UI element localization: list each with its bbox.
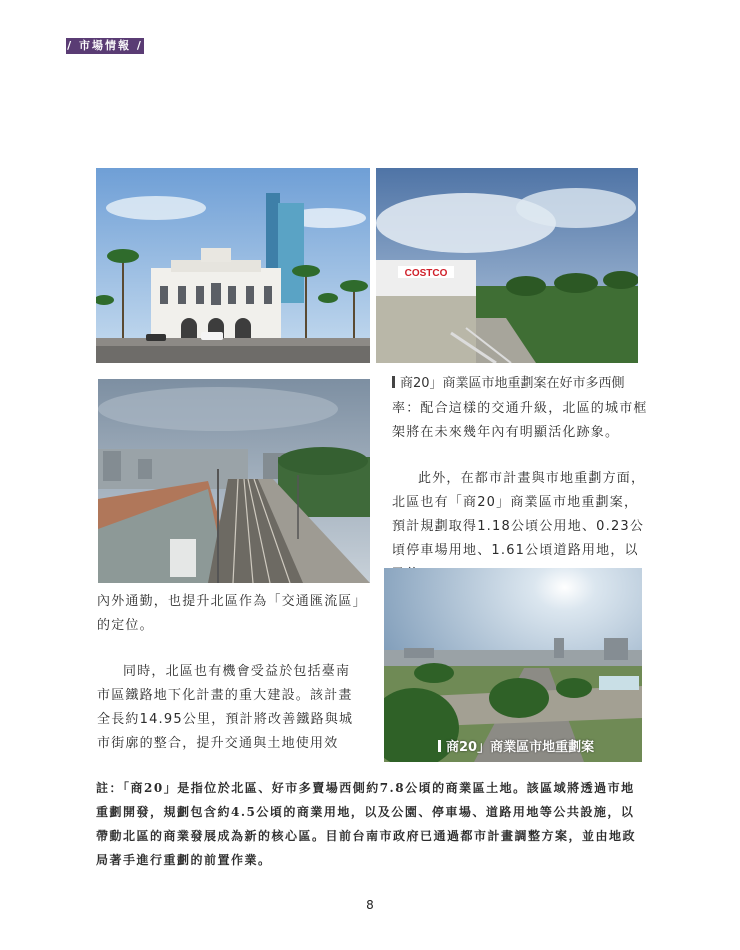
railway-photo — [98, 379, 370, 583]
page-number: 8 — [366, 898, 374, 912]
left-paragraph-2: 同時，北區也有機會受益於包括臺南市區鐵路地下化計畫的重大建設。該計畫全長約14.95公里，預計將改善鐵路與城市街廓的整合，提升交通與土地使用效 — [97, 664, 354, 751]
left-paragraph-1: 內外通勤，也提升北區作為「交通匯流區」的定位。 — [97, 594, 361, 633]
train-station-photo — [96, 168, 370, 363]
section-tag: / 市場情報 / — [67, 39, 143, 52]
costco-sign: COSTCO — [404, 268, 448, 279]
district-caption-text: 商20」商業區市地重劃案 — [446, 740, 595, 755]
district-caption — [438, 736, 594, 755]
caption-bar-icon — [438, 740, 441, 752]
district-photo — [384, 568, 642, 762]
costco-caption-text: 商20」商業區市地重劃案在好市多西側 — [400, 376, 625, 391]
caption-bar-icon — [392, 376, 395, 388]
right-paragraph-2: 此外，在都市計畫與市地重劃方面，北區也有「商20」商業區市地重劃案，預計規劃取得1.18公頃公用地、0.23公頃停車場用地、1.61公頃道路用地，以 — [392, 471, 646, 558]
right-paragraph-1: 率：配合這樣的交通升級，北區的城市框架將在未來幾年內有明顯活化跡象。 — [392, 401, 648, 440]
footnote: 註：「商20」是指位於北區、好市多賣場西側約7.8公頃的商業區土地。該區域將透過市地重劃開發，規劃包含約4.5公頃的商業用地，以及公園、停車場、道路用地等公共設施，以帶動北區的商業發展成為新的核心區。目前台南市政府已通過都市計畫調整方案，並由地政局著手進行重劃的前置作業。 — [96, 781, 637, 867]
right-column-text — [392, 397, 648, 587]
costco-photo — [376, 168, 638, 363]
left-column-text — [97, 590, 363, 756]
costco-caption — [392, 372, 625, 391]
